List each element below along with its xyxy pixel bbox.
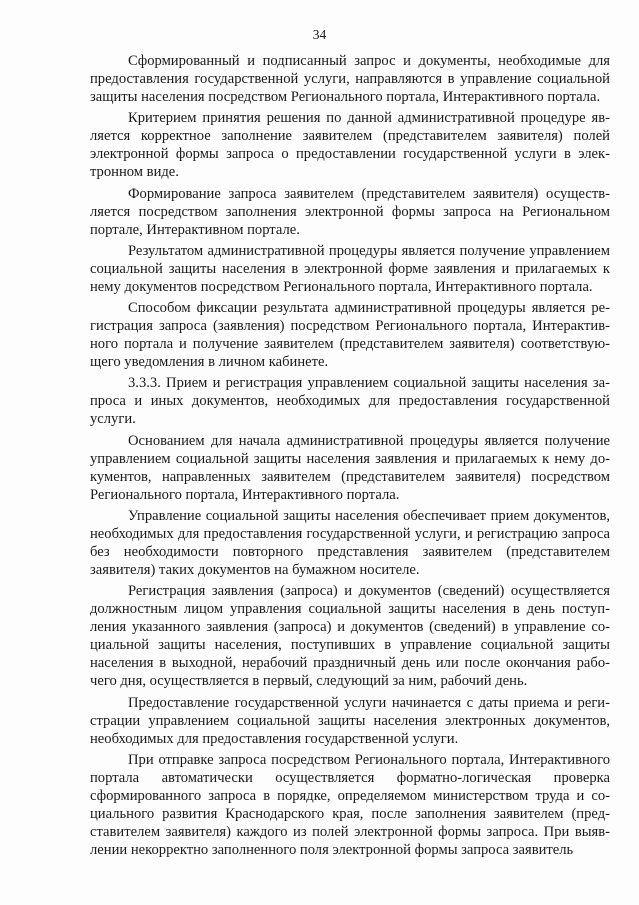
page-number: 34 — [312, 27, 327, 42]
paragraph-1: Сформированный и подписанный запрос и документы, необходимые для предоставления государственной услуги, направляются в управление социальной защиты населения посредством Регионального портала, Интерактивного портала. — [90, 53, 610, 105]
document-body — [90, 52, 610, 862]
paragraph-3: Формирование запроса заявителем (представителем заявителя) осуществляется посредством заполнения электронной формы запроса на Региональном портале, Интерактивном портале. — [90, 185, 610, 238]
paragraph-5: Способом фиксации результата административной процедуры является регистрация запроса (заявления) посредством Регионального портала, Интерактивного портала и получение заявителем (представителем заявителя) соответствующего уведомления в личном кабинете. — [90, 300, 610, 371]
paragraph-8: Управление социальной защиты населения обеспечивает прием документов, необходимых для предоставления государственной услуги, и регистрацию запроса без необходимости повторного представления заявителем (представителем заявителя) таких документов на бумажном носителе. — [90, 508, 610, 579]
paragraph-9: Регистрация заявления (запроса) и документов (сведений) осуществляется должностным лицом управления социальной защиты населения в день поступления указанного заявления (запроса) и документов (сведений) в управление социальной защиты населения, поступивших в управление социальной защиты населения в выходной, нерабочий праздничный день или после окончания рабочего дня, осуществляется в первый, следующий за ним, рабочий день. — [90, 583, 610, 690]
paragraph-4: Результатом административной процедуры является получение управлением социальной защиты населения в электронной форме заявления и прилагаемых к нему документов посредством Регионального портала, Интерактивного портала. — [90, 242, 610, 295]
section-heading-3-3-3: 3.3.3. Прием и регистрация управлением социальной защиты населения запроса и иных документов, необходимых для предоставления государственной услуги. — [90, 375, 610, 428]
paragraph-10: Предоставление государственной услуги начинается с даты приема и регистрации управлением социальной защиты населения электронных документов, необходимых для предоставления государственной услуги. — [90, 694, 610, 747]
paragraph-11: При отправке запроса посредством Регионального портала, Интерактивного портала автоматически осуществляется форматно-логическая проверка сформированного запроса в порядке, определяемом министерством труда и социального развития Краснодарского края, после заполнения заявителем (представителем заявителя) каждого из полей электронной формы запроса. При выявлении некорректно заполненного поля электронной формы запроса заявитель — [90, 751, 610, 858]
paragraph-7: Основанием для начала административной процедуры является получение управлением социальной защиты населения заявления и прилагаемых к нему документов, направленных заявителем (представителем заявителя) посредством Регионального портала, Интерактивного портала. — [90, 432, 610, 503]
paragraph-2: Критерием принятия решения по данной административной процедуре является корректное заполнение заявителем (представителем заявителя) полей электронной формы запроса о предоставлении государственной услуги в электронном виде. — [90, 110, 610, 181]
